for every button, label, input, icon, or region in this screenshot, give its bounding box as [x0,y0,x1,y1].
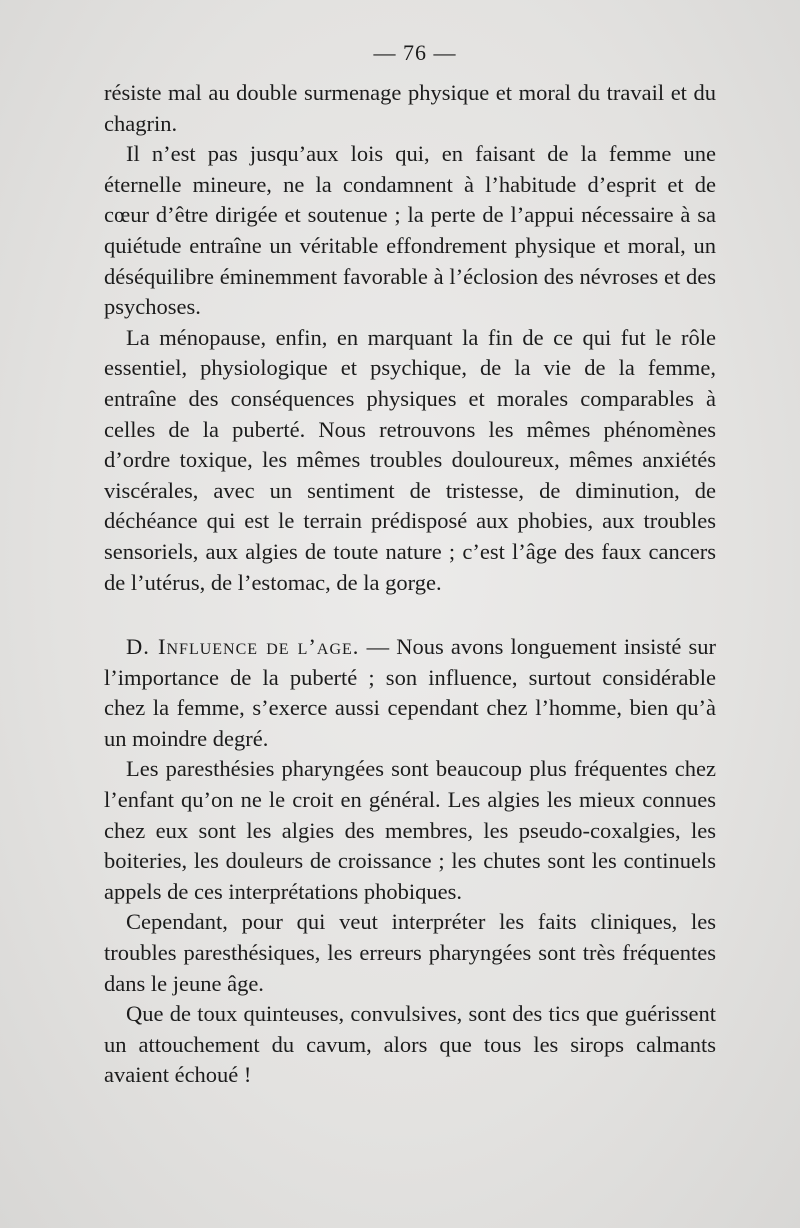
paragraph-continued: résiste mal au double surmenage physique et moral du travail et du chagrin. [104,80,716,136]
page-body [104,78,716,1091]
paragraph-menopause: La ménopause, enfin, en marquant la fin de ce qui fut le rôle essentiel, physiologique et psychique, de la vie de la femme, entraîne des conséquences physiques et morales comparables à celles de la puberté. Nous retrouvons les mêmes phénomènes d’ordre toxique, les mêmes troubles douloureux, mêmes anxiétés viscérales, avec un sentiment de tristesse, de diminution, de déchéance qui est le terrain prédisposé aux phobies, aux troubles sensoriels, aux algies de toute nature ; c’est l’âge des faux cancers de l’utérus, de l’estomac, de la gorge. [104,324,716,595]
paragraph-coughs: Que de toux quinteuses, convulsives, sont des tics que guérissent un attouchement du cavum, alors que tous les sirops calmants avaient échoué ! [104,1001,716,1088]
paragraph-paresthesias: Les paresthésies pharyngées sont beaucoup plus fréquentes chez l’enfant qu’on ne le croit en général. Les algies les mieux connues chez eux sont les algies des membres, les pseudo-coxalgies, les boiteries, les douleurs de croissance ; les chutes sont les continuels appels de ces interprétations phobiques. [104,756,716,904]
section-d-text: — Nous avons longuement insisté sur l’importance de la puberté ; son influence, surtout considérable chez la femme, s’exerce aussi cependant chez l’homme, bien qu’à un moindre degré. [104,634,716,751]
page-number: — 76 — [373,40,457,65]
section-d-paragraph [104,632,716,754]
section-d-heading: D. Influence de l’age. [126,634,360,660]
paragraph-laws: Il n’est pas jusqu’aux lois qui, en faisant de la femme une éternelle mineure, ne la condamnent à l’habitude d’esprit et de cœur d’être dirigée et soutenue ; la perte de l’appui nécessaire à sa quiétude entraîne un véritable effondrement physique et moral, un déséquilibre éminemment favorable à l’éclosion des névroses et des psychoses. [104,141,716,320]
paragraph-clinical: Cependant, pour qui veut interpréter les faits cliniques, les troubles paresthésiques, les erreurs pharyngées sont très fréquentes dans le jeune âge. [104,909,716,996]
